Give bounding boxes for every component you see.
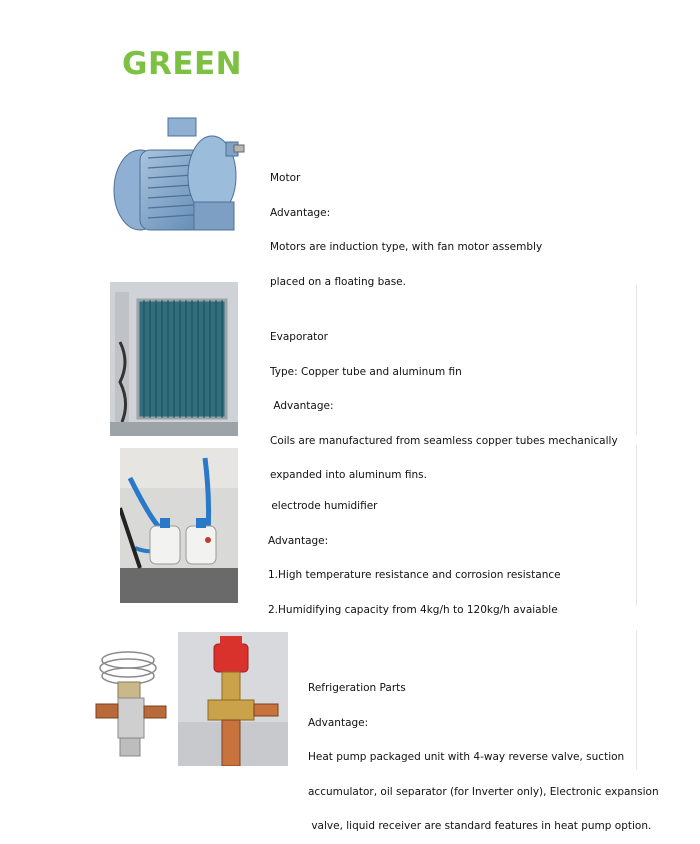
evaporator-title: Evaporator bbox=[270, 331, 328, 343]
humidifier-title: electrode humidifier bbox=[268, 500, 378, 512]
divider-line bbox=[636, 285, 637, 435]
refrigeration-line: accumulator, oil separator (for Inverter only), Electronic expansion bbox=[308, 785, 659, 798]
refrigeration-line: Advantage: bbox=[308, 716, 369, 729]
evaporator-line: Advantage: bbox=[270, 400, 334, 412]
refrigeration-line: valve, liquid receiver are standard features in heat pump option. bbox=[308, 820, 652, 832]
humidifier-line: 1.High temperature resistance and corrosion resistance bbox=[268, 569, 561, 581]
motor-image bbox=[108, 110, 248, 238]
receiver-valve-image bbox=[178, 632, 288, 766]
motor-title: Motor bbox=[270, 172, 301, 184]
motor-line: Advantage: bbox=[270, 206, 331, 219]
motor-description bbox=[270, 150, 542, 300]
refrigeration-description bbox=[308, 660, 659, 844]
humidifier-description bbox=[268, 478, 561, 628]
divider-line bbox=[636, 445, 637, 605]
humidifier-line: 2.Humidifying capacity from 4kg/h to 120kg/h avaiable bbox=[268, 603, 558, 616]
brand-logo: GREEN bbox=[122, 46, 243, 82]
humidifier-line: Advantage: bbox=[268, 534, 329, 547]
evaporator-line: Type: Copper tube and aluminum fin bbox=[270, 365, 462, 378]
humidifier-image bbox=[120, 448, 238, 603]
motor-line: Motors are induction type, with fan motor assembly bbox=[270, 241, 543, 253]
evaporator-line: Coils are manufactured from seamless copper tubes mechanically bbox=[270, 434, 618, 447]
refrigeration-line: Heat pump packaged unit with 4-way reverse valve, suction bbox=[308, 751, 625, 763]
refrigeration-title: Refrigeration Parts bbox=[308, 682, 406, 694]
expansion-valve-image bbox=[88, 640, 178, 762]
motor-line: placed on a floating base. bbox=[270, 275, 406, 288]
evaporator-line: expanded into aluminum fins. bbox=[270, 469, 427, 481]
evaporator-image bbox=[110, 282, 238, 436]
evaporator-description bbox=[270, 309, 618, 493]
